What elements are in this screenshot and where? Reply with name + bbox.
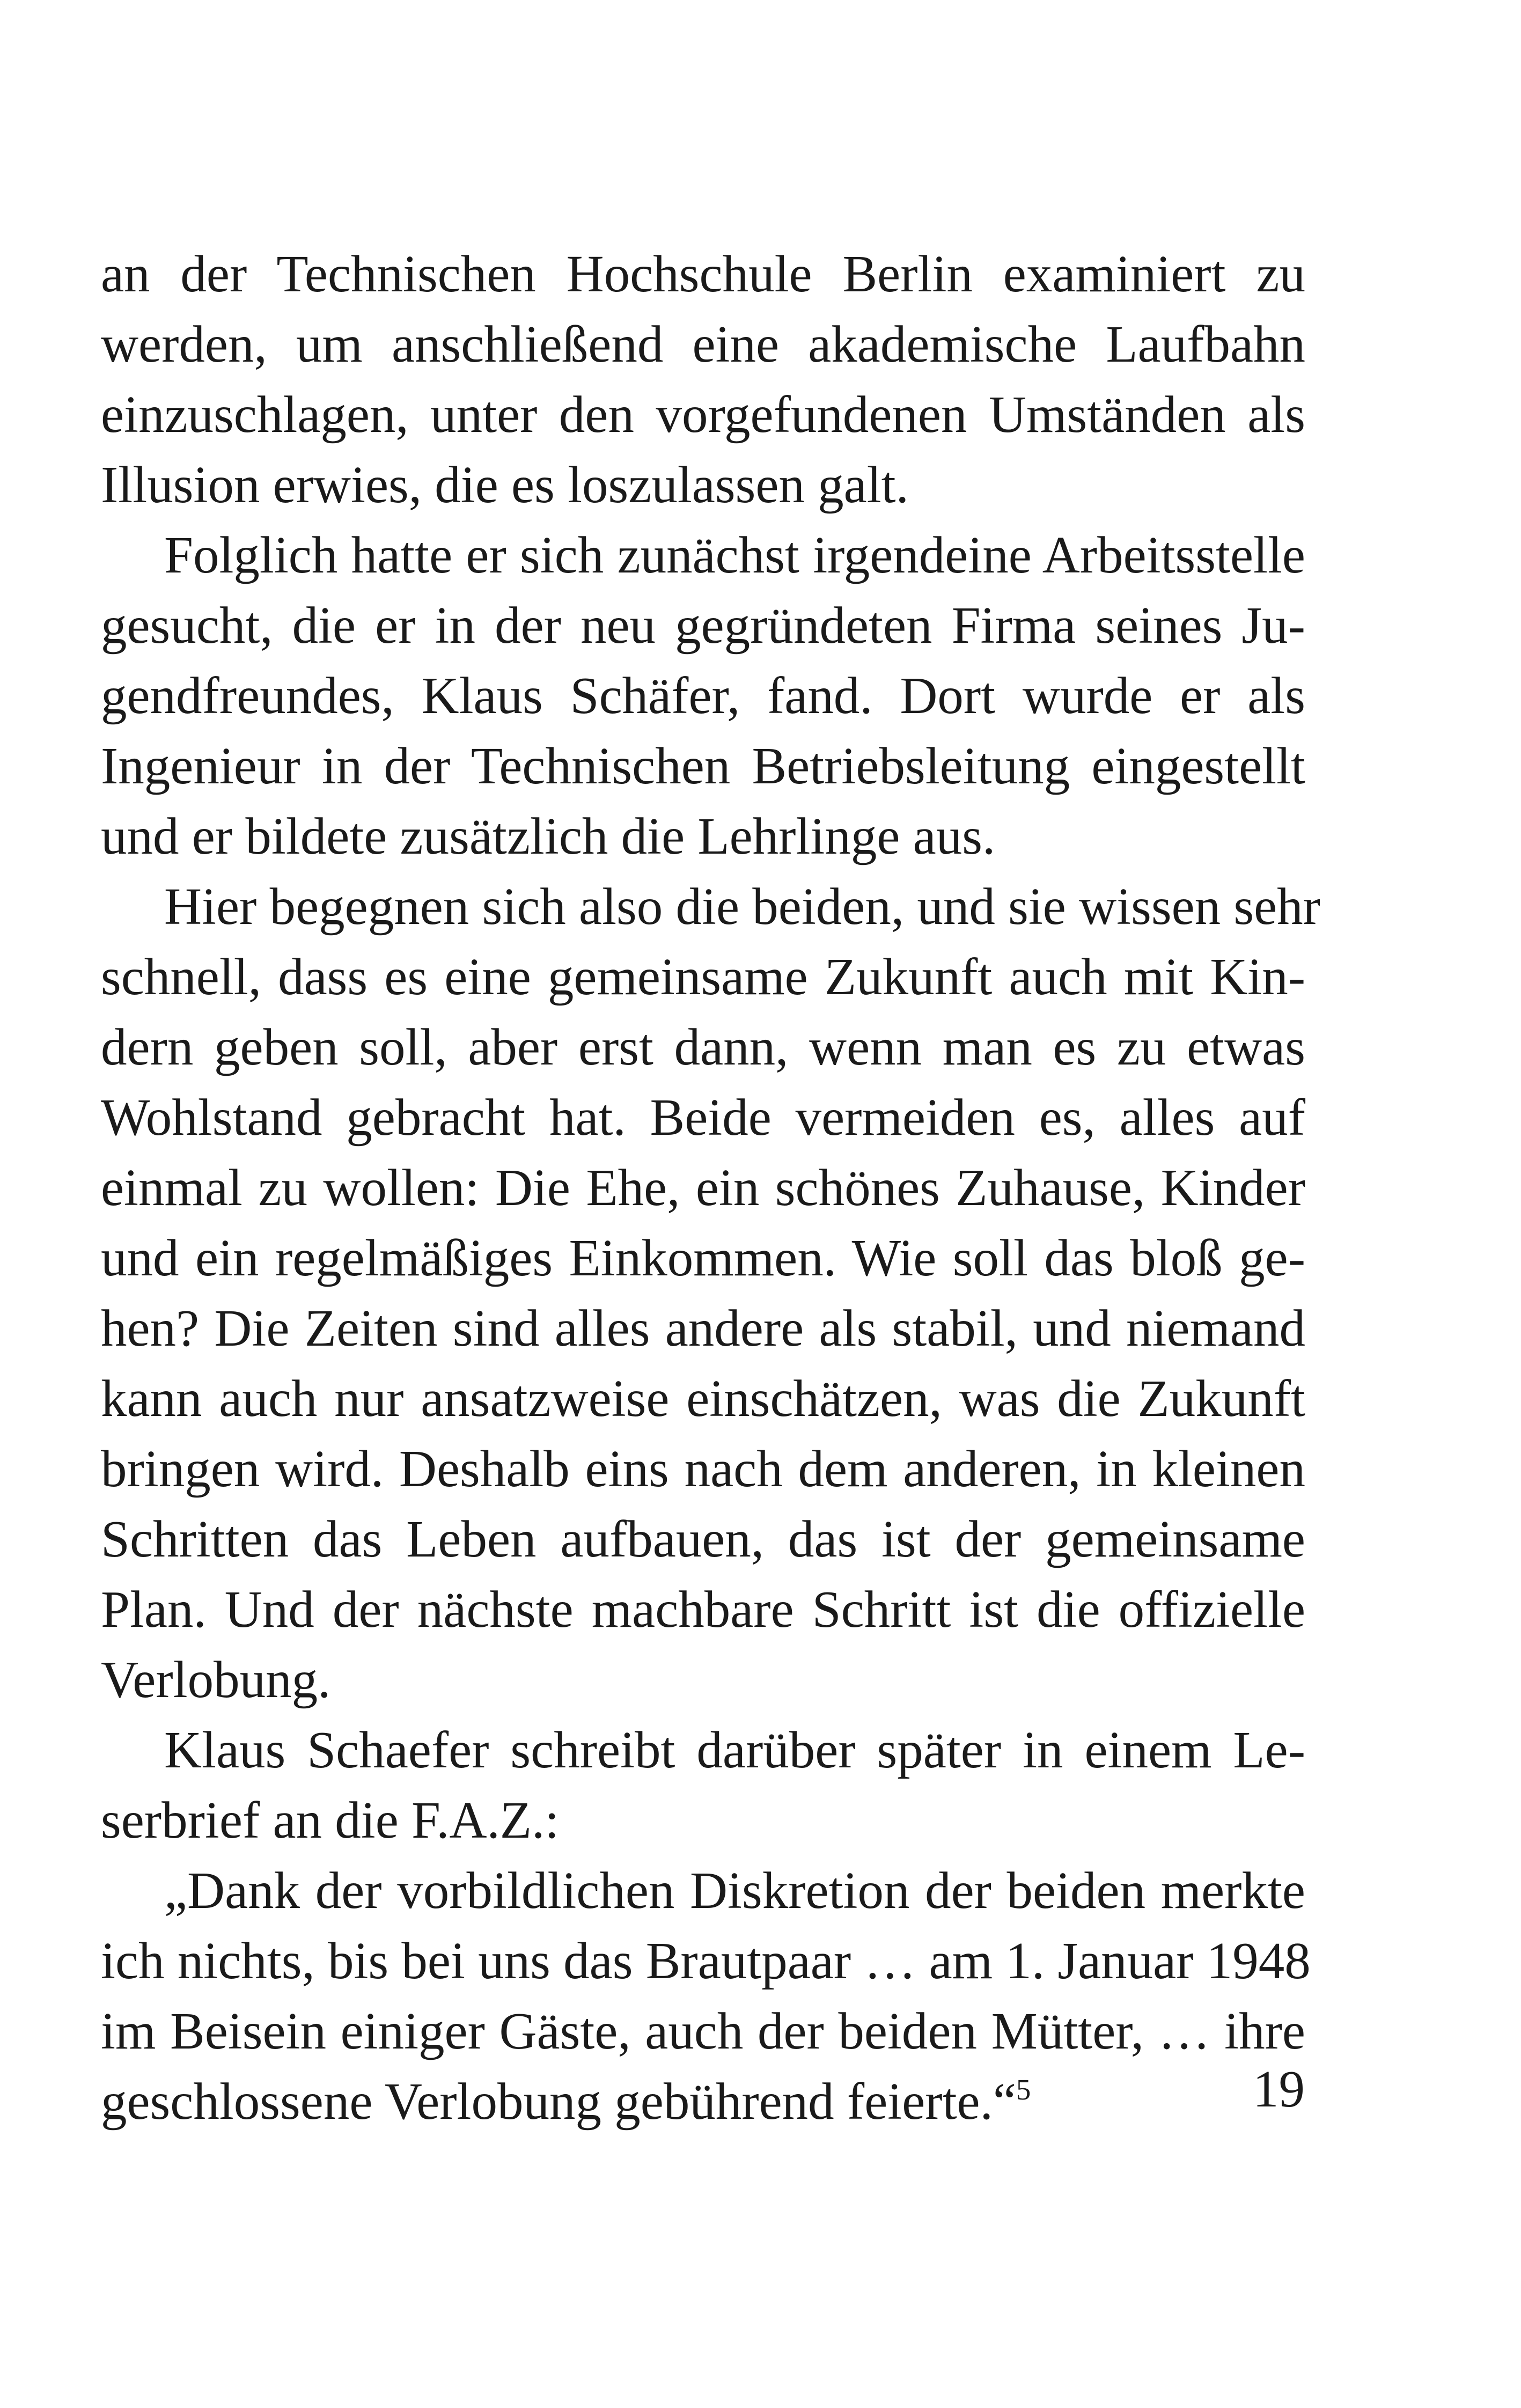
text-line: an der Technischen Hochschule Berlin examiniert zu [101, 245, 1305, 303]
text-line: dern geben soll, aber erst dann, wenn man es zu etwas [101, 1018, 1305, 1076]
quote-line: „Dank der vorbildlichen Diskretion der beiden merkte [164, 1862, 1305, 1919]
text-line: Wohlstand gebracht hat. Beide vermeiden es, alles auf [101, 1089, 1305, 1146]
body-text [101, 239, 1320, 2137]
text-line: Illusion erwies, die es loszulassen galt. [101, 456, 909, 513]
quote-line-text: geschlossene Verlobung gebührend feierte.“ [101, 2073, 1016, 2130]
text-line: kann auch nur ansatzweise einschätzen, was die Zukunft [101, 1370, 1305, 1427]
text-line: Schritten das Leben aufbauen, das ist der gemeinsame [101, 1510, 1305, 1568]
text-line: Verlobung. [101, 1651, 331, 1708]
text-line: und ein regelmäßiges Einkommen. Wie soll das bloß ge- [101, 1229, 1305, 1287]
text-line: gesucht, die er in der neu gegründeten Firma seines Ju- [101, 597, 1305, 654]
text-line: und er bildete zusätzlich die Lehrlinge aus. [101, 807, 996, 865]
text-line: hen? Die Zeiten sind alles andere als stabil, und niemand [101, 1300, 1305, 1357]
text-line: Klaus Schaefer schreibt darüber später in einem Le- [164, 1721, 1305, 1779]
text-line: werden, um anschließend eine akademische Laufbahn [101, 315, 1305, 373]
text-line: Ingenieur in der Technischen Betriebsleitung eingestellt [101, 737, 1305, 795]
quote-line-final [101, 2066, 1305, 2137]
text-line: Folglich hatte er sich zunächst irgendeine Arbeitsstelle [164, 526, 1305, 584]
text-line: Plan. Und der nächste machbare Schritt ist die offizielle [101, 1581, 1305, 1638]
text-line: Hier begegnen sich also die beiden, und sie wissen sehr [164, 878, 1320, 935]
text-line: serbrief an die F.A.Z.: [101, 1792, 560, 1849]
text-line: schnell, dass es eine gemeinsame Zukunft auch mit Kin- [101, 948, 1305, 1005]
quote-line: im Beisein einiger Gäste, auch der beiden Mütter, … ihre [101, 2002, 1305, 2060]
footnote-reference[interactable]: 5 [1016, 2073, 1031, 2106]
text-line: bringen wird. Deshalb eins nach dem anderen, in kleinen [101, 1440, 1305, 1497]
text-line: gendfreundes, Klaus Schäfer, fand. Dort wurde er als [101, 667, 1305, 724]
quote-line: ich nichts, bis bei uns das Brautpaar … am 1. Januar 1948 [101, 1932, 1311, 1989]
text-line: einmal zu wollen: Die Ehe, ein schönes Zuhause, Kinder [101, 1159, 1305, 1216]
text-line: einzuschlagen, unter den vorgefundenen Umständen als [101, 386, 1305, 443]
page-number: 19 [1253, 2060, 1305, 2118]
